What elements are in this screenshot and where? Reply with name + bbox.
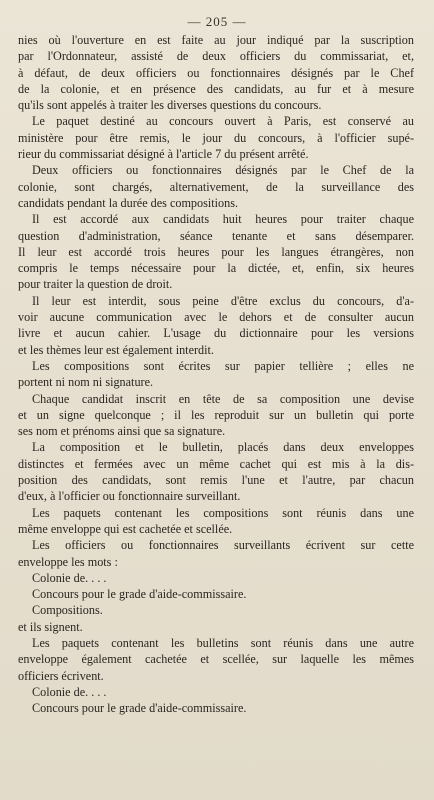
- text-line: portent ni nom ni signature.: [18, 375, 154, 390]
- text-line: Concours pour le grade d'aide-commissaire.: [32, 701, 247, 716]
- text-line: rieur du commissariat désigné à l'article 7 du présent arrêté.: [18, 147, 309, 162]
- text-line: Colonie de. . . .: [32, 684, 107, 699]
- text-line: pour traiter la question de droit.: [18, 277, 173, 292]
- text-line: Concours pour le grade d'aide-commissaire.: [32, 587, 247, 602]
- text-line: voir aucune communication avec le dehors et de consulter aucun: [18, 310, 414, 325]
- text-line: nies où l'ouverture en est faite au jour indiqué par la suscription: [18, 33, 414, 47]
- text-line: compris le temps nécessaire pour la dictée, et, enfin, six heures: [18, 261, 414, 276]
- text-line: livre et aucun cahier. L'usage du dictionnaire pour les versions: [18, 326, 414, 341]
- text-line: Il leur est accordé trois heures pour les langues étrangères, non: [18, 244, 414, 259]
- text-line: Compositions.: [32, 603, 103, 618]
- text-line: Les paquets contenant les compositions sont réunis dans une: [32, 505, 414, 520]
- text-line: ministère pour être remis, le jour du concours, à l'officier supé-: [18, 130, 414, 145]
- text-line: enveloppe également cachetée et scellée, sur laquelle les mêmes: [18, 652, 414, 667]
- text-line: question d'administration, séance tenante et sans désemparer.: [18, 228, 414, 243]
- text-line: qu'ils sont appelés à traiter les diverses questions du concours.: [18, 98, 322, 113]
- text-line: candidats pendant la durée des compositions.: [18, 195, 238, 210]
- text-line: enveloppe les mots :: [18, 554, 118, 569]
- text-line: ses nom et prénoms ainsi que sa signature.: [18, 424, 226, 439]
- text-line: d'eux, à l'officier ou fonctionnaire surveillant.: [18, 489, 241, 504]
- text-line: colonie, sont chargés, alternativement, de la surveillance des: [18, 179, 414, 194]
- text-line: et les thèmes leur est également interdit.: [18, 342, 214, 357]
- text-line: Les officiers ou fonctionnaires surveillants écrivent sur cette: [32, 538, 414, 553]
- page-number: — 205 —: [187, 14, 247, 29]
- text-line: Colonie de. . . .: [32, 570, 107, 585]
- text-line: Les paquets contenant les bulletins sont réunis dans une autre: [32, 635, 414, 650]
- text-line: Le paquet destiné au concours ouvert à Paris, est conservé au: [32, 114, 414, 129]
- text-line: Il leur est interdit, sous peine d'être exclus du concours, d'a-: [32, 293, 414, 308]
- text-line: et ils signent.: [18, 619, 83, 634]
- text-line: La composition et le bulletin, placés dans deux enveloppes: [32, 440, 414, 455]
- text-line: même enveloppe qui est cachetée et scellée.: [18, 521, 233, 536]
- text-line: position des candidats, sont remis l'une et l'autre, par chacun: [18, 473, 414, 488]
- text-line: et un signe quelconque ; il les reproduit sur un bulletin qui porte: [18, 407, 414, 422]
- text-line: Les compositions sont écrites sur papier tellière ; elles ne: [32, 358, 414, 373]
- text-line: distinctes et fermées avec un même cachet qui est mis à la dis-: [18, 456, 414, 471]
- body-text: [18, 32, 414, 716]
- text-line: Il est accordé aux candidats huit heures pour traiter chaque: [32, 212, 414, 227]
- text-line: Deux officiers ou fonctionnaires désignés par le Chef de la: [32, 163, 414, 178]
- text-line: officiers écrivent.: [18, 668, 104, 683]
- text-line: de la colonie, et en présence des candidats, au fur et à mesure: [18, 81, 414, 96]
- text-line: Chaque candidat inscrit en tête de sa composition une devise: [32, 391, 414, 406]
- text-line: par l'Ordonnateur, assisté de deux officiers du commissariat, et,: [18, 49, 414, 64]
- text-line: à défaut, de deux officiers ou fonctionnaires désignés par le Chef: [18, 65, 414, 80]
